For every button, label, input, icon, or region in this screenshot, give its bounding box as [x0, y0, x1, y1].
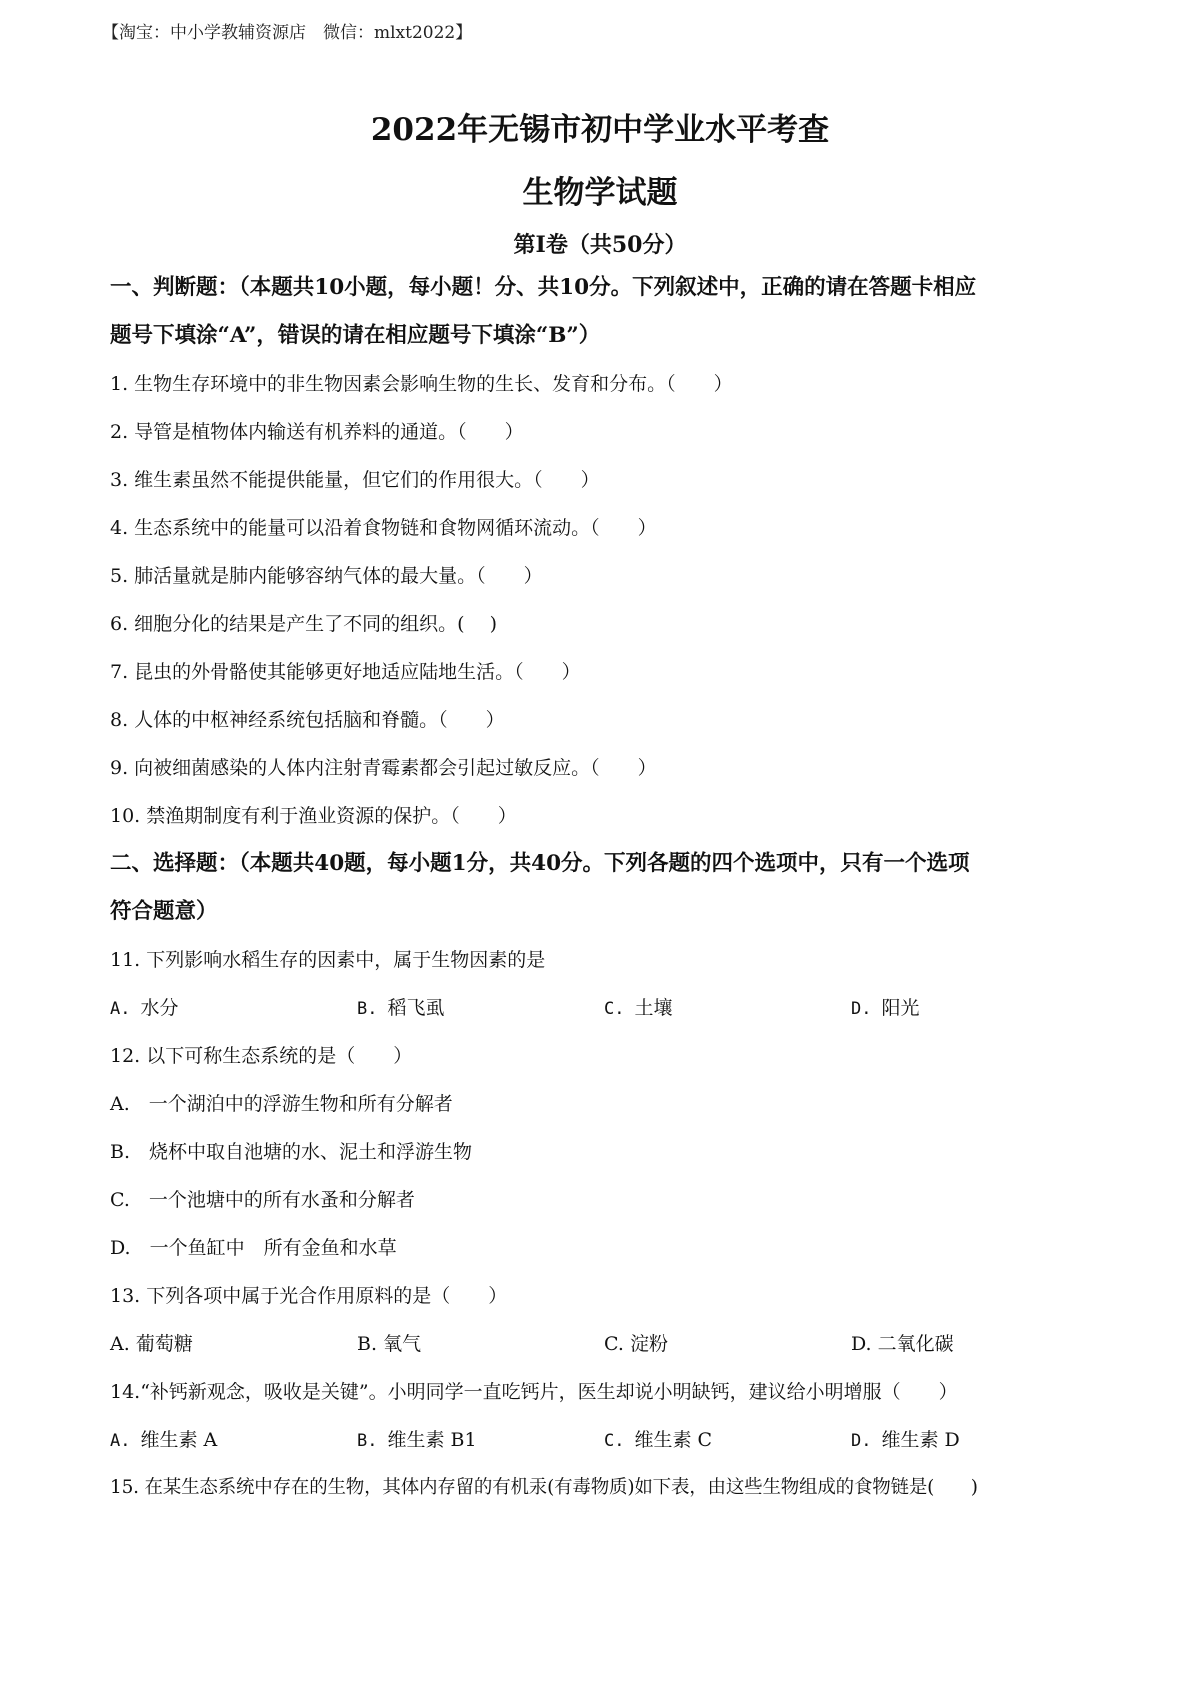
- exam-title: 2022年无锡市初中学业水平考查: [370, 112, 830, 148]
- option-a: [110, 984, 357, 1032]
- option-letter: A.: [110, 999, 131, 1019]
- question-13-stem: 13. 下列各项中属于光合作用原料的是（ ）: [110, 1285, 508, 1307]
- question-12-option-c: C. 一个池塘中的所有水蚤和分解者: [110, 1189, 415, 1211]
- judgment-item: 4. 生态系统中的能量可以沿着食物链和食物网循环流动。（ ）: [110, 517, 657, 539]
- question-14-options: [110, 1416, 1120, 1464]
- question-12-stem: 12. 以下可称生态系统的是（ ）: [110, 1045, 413, 1067]
- option-c: [604, 1320, 851, 1368]
- option-c: [604, 984, 851, 1032]
- option-letter: C.: [604, 1333, 624, 1355]
- option-b: [357, 1416, 604, 1464]
- judgment-item: 3. 维生素虽然不能提供能量，但它们的作用很大。（ ）: [110, 469, 600, 491]
- section1-heading-line2: 题号下填涂“A”，错误的请在相应题号下填涂“B”）: [110, 323, 601, 348]
- option-letter: D.: [851, 999, 872, 1019]
- judgment-item: 6. 细胞分化的结果是产生了不同的组织。( ): [110, 613, 498, 635]
- option-c: [604, 1416, 851, 1464]
- header-note: 【淘宝：中小学教辅资源店 微信：mlxt2022】: [102, 23, 473, 43]
- option-letter: A.: [110, 1431, 131, 1451]
- judgment-item: 10. 禁渔期制度有利于渔业资源的保护。（ ）: [110, 805, 517, 827]
- judgment-item: 2. 导管是植物体内输送有机养料的通道。（ ）: [110, 421, 524, 443]
- question-12-option-d: D. 一个鱼缸中 所有金鱼和水草: [110, 1237, 397, 1259]
- question-12-option-b: B. 烧杯中取自池塘的水、泥土和浮游生物: [110, 1141, 473, 1163]
- volume-heading: 第Ⅰ卷（共50分）: [513, 232, 687, 258]
- option-a: [110, 1320, 357, 1368]
- question-12-option-a: A. 一个湖泊中的浮游生物和所有分解者: [110, 1093, 453, 1115]
- exam-subtitle: 生物学试题: [522, 175, 678, 211]
- judgment-item: 7. 昆虫的外骨骼使其能够更好地适应陆地生活。（ ）: [110, 661, 581, 683]
- option-text: 稻飞虱: [387, 997, 445, 1019]
- option-text: 二氧化碳: [877, 1333, 954, 1355]
- option-text: 水分: [140, 997, 179, 1019]
- option-letter: C.: [604, 999, 625, 1019]
- question-11-options: [110, 984, 1120, 1032]
- option-a: [110, 1416, 357, 1464]
- judgment-item: 8. 人体的中枢神经系统包括脑和脊髓。（ ）: [110, 709, 505, 731]
- option-text: 葡萄糖: [135, 1333, 193, 1355]
- option-text: 淀粉: [629, 1333, 668, 1355]
- question-14-stem: 14.“补钙新观念，吸收是关键”。小明同学一直吃钙片，医生却说小明缺钙，建议给小明增服（ ）: [110, 1381, 958, 1403]
- option-letter: B.: [357, 999, 378, 1019]
- question-15-stem: 15. 在某生态系统中存在的生物，其体内存留的有机汞(有毒物质)如下表，由这些生物组成的食物链是( ): [110, 1477, 978, 1498]
- option-letter: B.: [357, 1333, 378, 1355]
- option-letter: D.: [851, 1333, 872, 1355]
- option-text: 土壤: [634, 997, 673, 1019]
- exam-content: [110, 264, 1120, 1512]
- judgment-item: 9. 向被细菌感染的人体内注射青霉素都会引起过敏反应。（ ）: [110, 757, 657, 779]
- option-text: 阳光: [881, 997, 920, 1019]
- option-text: 维生素 C: [634, 1429, 713, 1451]
- question-11-stem: 11. 下列影响水稻生存的因素中，属于生物因素的是: [110, 949, 546, 971]
- option-letter: C.: [604, 1431, 625, 1451]
- option-text: 维生素 B1: [387, 1429, 477, 1451]
- judgment-item: 1. 生物生存环境中的非生物因素会影响生物的生长、发育和分布。（ ）: [110, 373, 733, 395]
- option-d: [851, 1320, 954, 1368]
- option-text: 维生素 A: [140, 1429, 218, 1451]
- option-letter: A.: [110, 1333, 130, 1355]
- option-text: 氧气: [383, 1333, 422, 1355]
- section2-heading-line1: 二、选择题：（本题共40题，每小题1分，共40分。下列各题的四个选项中，只有一个选项: [110, 851, 970, 876]
- option-d: [851, 984, 920, 1032]
- section2-heading-line2: 符合题意）: [110, 899, 218, 924]
- option-b: [357, 1320, 604, 1368]
- option-b: [357, 984, 604, 1032]
- question-13-options: [110, 1320, 1120, 1368]
- section1-heading-line1: 一、判断题：（本题共10小题，每小题！分、共10分。下列叙述中，正确的请在答题卡相应: [110, 275, 977, 300]
- option-d: [851, 1416, 960, 1464]
- option-letter: D.: [851, 1431, 872, 1451]
- judgment-item: 5. 肺活量就是肺内能够容纳气体的最大量。（ ）: [110, 565, 543, 587]
- option-letter: B.: [357, 1431, 378, 1451]
- option-text: 维生素 D: [881, 1429, 960, 1451]
